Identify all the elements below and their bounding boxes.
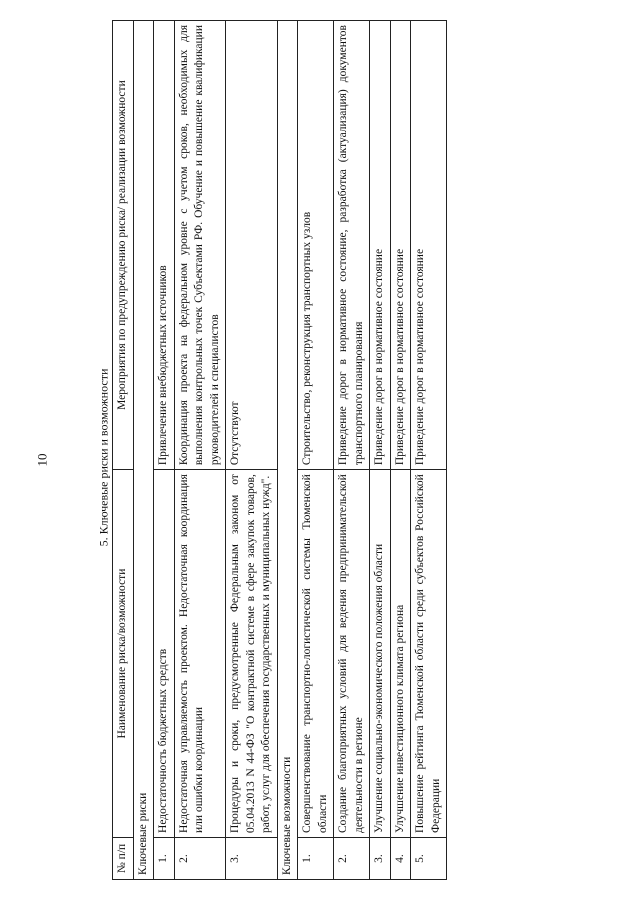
row-num: 3. — [370, 837, 391, 879]
row-name: Улучшение инвестиционного климата региона — [390, 470, 411, 838]
table-row — [298, 21, 334, 880]
row-name: Недостаточность бюджетных средств — [154, 470, 175, 838]
row-name: Создание благоприятных условий для ведения предпринимательской деятельности в регионе — [334, 470, 370, 838]
group-row-opportunities — [277, 21, 298, 880]
table-row — [154, 21, 175, 880]
table-row — [390, 21, 411, 880]
row-num: 3. — [226, 837, 278, 879]
row-num: 2. — [174, 837, 226, 879]
row-name: Совершенствование транспортно-логистической системы Тюменской области — [298, 470, 334, 838]
risks-table — [112, 20, 447, 880]
row-measures: Приведение дорог в нормативное состояние — [370, 21, 391, 470]
table-row — [174, 21, 226, 880]
group-label-opportunities: Ключевые возможности — [277, 21, 298, 880]
table-row — [370, 21, 391, 880]
risks-table-container — [112, 0, 620, 905]
row-num: 2. — [334, 837, 370, 879]
row-name: Улучшение социально-экономического положения области — [370, 470, 391, 838]
row-measures: Приведение дорог в нормативное состояние — [411, 21, 447, 470]
header-name: Наименование риска/возможности — [113, 470, 134, 838]
row-measures: Приведение дорог в нормативное состояние — [390, 21, 411, 470]
table-row — [226, 21, 278, 880]
row-measures: Отсутствуют — [226, 21, 278, 470]
table-row — [334, 21, 370, 880]
row-measures: Приведение дорог в нормативное состояние, разработка (актуализация) документов транспортного планирования — [334, 21, 370, 470]
group-label-risks: Ключевые риски — [133, 21, 154, 880]
row-measures: Строительство, реконструкция транспортных узлов — [298, 21, 334, 470]
row-name: Недостаточная управляемость проектом. Недостаточная координация или ошибки координации — [174, 470, 226, 838]
group-row-risks — [133, 21, 154, 880]
row-measures: Привлечение внебюджетных источников — [154, 21, 175, 470]
row-name: Процедуры и сроки, предусмотренные Федеральным законом от 05.04.2013 N 44-ФЗ "О контрактной системе в сфере закупок товаров, работ, услуг для обеспечения государственных и муниципальных нужд". — [226, 470, 278, 838]
header-num: № п/п — [113, 837, 134, 879]
row-num: 1. — [298, 837, 334, 879]
row-num: 5. — [411, 837, 447, 879]
header-measures: Мероприятия по предупреждению риска/ реализации возможности — [113, 21, 134, 470]
row-num: 4. — [390, 837, 411, 879]
row-name: Повышение рейтинга Тюменской области среди субъектов Российской Федерации — [411, 470, 447, 838]
row-num: 1. — [154, 837, 175, 879]
row-measures: Координация проекта на федеральном уровне с учетом сроков, необходимых для выполнения контрольных точек Субъектами РФ. Обучение и повышение квалификации руководителей и специалистов — [174, 21, 226, 470]
table-row — [411, 21, 447, 880]
section-title: 5. Ключевые риски и возможности — [96, 368, 111, 547]
table-header-row — [113, 21, 134, 880]
page-number: 10 — [34, 453, 50, 467]
